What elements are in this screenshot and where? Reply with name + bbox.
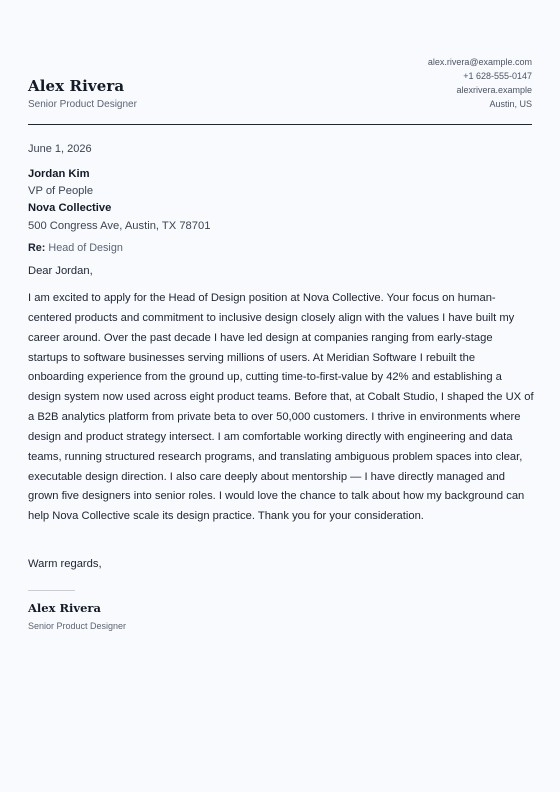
sender-title: Senior Product Designer <box>28 99 137 110</box>
subject-line <box>28 242 123 254</box>
recipient-block <box>28 166 210 235</box>
recipient-company: Nova Collective <box>28 202 112 215</box>
subject-text: Head of Design <box>48 242 123 254</box>
closing: Warm regards, <box>28 558 102 570</box>
subject-label: Re: <box>28 242 46 254</box>
sender-name: Alex Rivera <box>28 77 125 95</box>
sender-phone: +1 628-555-0147 <box>463 71 532 81</box>
sender-website[interactable]: alexrivera.example <box>456 85 532 95</box>
letter-date: June 1, 2026 <box>28 143 92 155</box>
salutation: Dear Jordan, <box>28 265 93 277</box>
sender-email[interactable]: alex.rivera@example.com <box>427 57 532 67</box>
signature-name: Alex Rivera <box>28 601 101 615</box>
sender-location: Austin, US <box>489 99 532 109</box>
signature-title: Senior Product Designer <box>28 621 127 631</box>
recipient-address: 500 Congress Ave, Austin, TX 78701 <box>28 219 211 232</box>
recipient-role: VP of People <box>28 185 94 198</box>
letter-body: I am excited to apply for the Head of Design position at Nova Collective. Your focus on human-centered products and commitment to inclusive design closely align with the values I have built my career around. Over the past decade I have led design at companies ranging from early-stage startups to software businesses serving millions of users. At Meridian Software I rebuilt the onboarding experience from the ground up, cutting time-to-first-value by 42% and establishing a design system now used across eight product teams. Before that, at Cobalt Studio, I shaped the UX of a B2B analytics platform from private beta to over 50,000 customers. I thrive in environments where design and product strategy intersect. I am comfortable working directly with engineering and data teams, running structured research programs, and translating ambiguous problem spaces into clear, executable design direction. I also care deeply about mentorship — I have directly managed and grown five designers into senior roles. I would love the chance to talk about how my background can help Nova Collective scale its design practice. Thank you for your consideration. <box>28 292 534 523</box>
letterhead <box>28 0 532 125</box>
sender-contact <box>428 55 532 111</box>
recipient-name: Jordan Kim <box>28 168 90 180</box>
signature-divider <box>28 590 75 591</box>
